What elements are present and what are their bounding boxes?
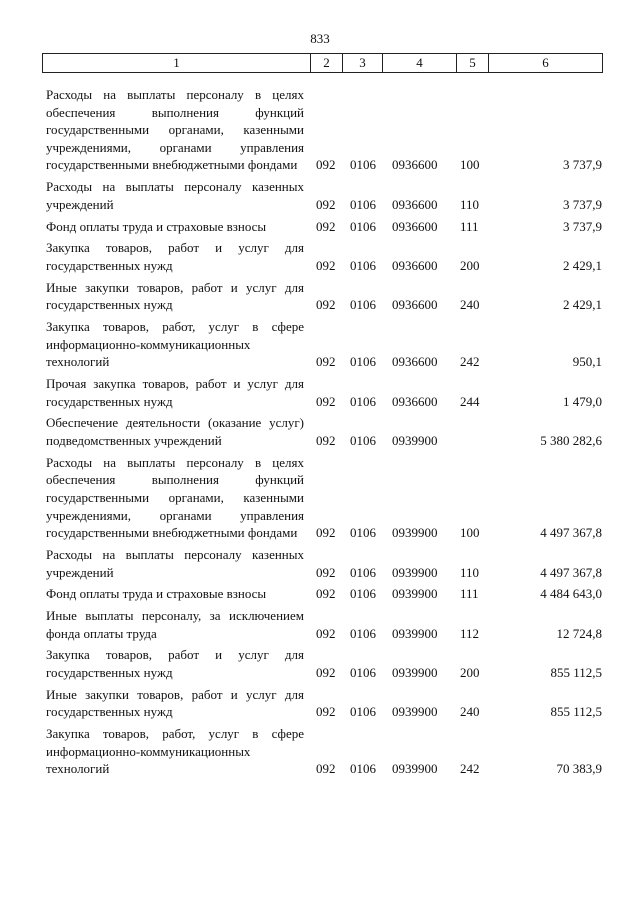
row-target-code: 0936600 (392, 196, 438, 212)
row-expense-type: 244 (460, 393, 480, 409)
table-row (46, 585, 602, 603)
row-target-code: 0939900 (392, 564, 438, 580)
row-expense-type: 111 (460, 218, 479, 234)
table-row (46, 725, 602, 778)
row-expense-type: 110 (460, 564, 480, 580)
row-amount: 2 429,1 (563, 257, 602, 273)
row-name: Закупка товаров, работ, услуг в сфере информационно-коммуникационных технологий (46, 319, 304, 370)
table-row (46, 414, 602, 449)
row-target-code: 0939900 (392, 665, 438, 681)
row-section-code: 0106 (350, 665, 376, 681)
row-ministry-code: 092 (316, 257, 336, 273)
row-amount: 1 479,0 (563, 393, 602, 409)
table-row (46, 86, 602, 174)
row-amount: 2 429,1 (563, 297, 602, 313)
row-section-code: 0106 (350, 393, 376, 409)
row-ministry-code: 092 (316, 525, 336, 541)
row-amount: 4 497 367,8 (540, 564, 602, 580)
table-row (46, 239, 602, 274)
row-expense-type: 200 (460, 665, 480, 681)
row-amount: 855 112,5 (550, 665, 602, 681)
row-target-code: 0939900 (392, 433, 438, 448)
table-row (46, 318, 602, 371)
row-target-code: 0939900 (392, 586, 438, 602)
row-expense-type: 240 (460, 704, 480, 720)
row-name: Прочая закупка товаров, работ и услуг для государственных нужд (46, 376, 304, 409)
table-row (46, 607, 602, 642)
row-name: Расходы на выплаты персоналу казенных учреждений (46, 179, 304, 212)
row-section-code: 0106 (350, 196, 376, 212)
row-ministry-code: 092 (316, 586, 336, 602)
row-amount: 12 724,8 (556, 625, 602, 641)
row-section-code: 0106 (350, 218, 376, 234)
row-name: Закупка товаров, работ и услуг для государственных нужд (46, 240, 304, 273)
row-amount: 3 737,9 (563, 157, 602, 173)
row-target-code: 0936600 (392, 218, 438, 234)
row-ministry-code: 092 (316, 196, 336, 212)
row-name: Иные выплаты персоналу, за исключением фонда оплаты труда (46, 608, 304, 641)
row-amount: 4 497 367,8 (540, 525, 602, 541)
row-name: Фонд оплаты труда и страховые взносы (46, 586, 267, 602)
header-col-1: 1 (43, 54, 311, 72)
row-amount: 3 737,9 (563, 218, 602, 234)
row-amount: 70 383,9 (556, 761, 602, 777)
row-expense-type: 100 (460, 157, 480, 173)
row-target-code: 0936600 (392, 257, 438, 273)
row-target-code: 0939900 (392, 704, 438, 720)
row-amount: 4 484 643,0 (540, 586, 602, 602)
row-amount: 855 112,5 (550, 704, 602, 720)
row-name: Фонд оплаты труда и страховые взносы (46, 218, 267, 234)
header-col-4: 4 (383, 54, 457, 72)
row-section-code: 0106 (350, 586, 376, 602)
row-name: Расходы на выплаты персоналу в целях обеспечения выполнения функций государственными органами, казенными учреждениями, органами управления государственными внебюджетными фондами (46, 454, 304, 541)
row-expense-type: 110 (460, 196, 480, 212)
table-row (46, 546, 602, 581)
row-name: Закупка товаров, работ и услуг для государственных нужд (46, 647, 304, 681)
table-row (46, 375, 602, 410)
row-name: Закупка товаров, работ, услуг в сфере информационно-коммуникационных технологий (46, 726, 304, 777)
row-section-code: 0106 (350, 433, 376, 448)
row-expense-type: 111 (460, 586, 479, 602)
row-amount: 950,1 (572, 354, 602, 370)
row-target-code: 0939900 (392, 525, 438, 541)
row-section-code: 0106 (350, 704, 376, 720)
row-target-code: 0936600 (392, 297, 438, 313)
row-name: Иные закупки товаров, работ и услуг для государственных нужд (46, 279, 304, 313)
row-name: Иные закупки товаров, работ и услуг для государственных нужд (46, 686, 304, 720)
row-ministry-code: 092 (316, 704, 336, 720)
table-row (46, 178, 602, 213)
row-ministry-code: 092 (316, 157, 336, 173)
row-expense-type: 100 (460, 525, 480, 541)
row-target-code: 0939900 (392, 625, 438, 641)
row-section-code: 0106 (350, 761, 376, 777)
page-number: 833 (310, 31, 330, 46)
table-body (46, 86, 602, 782)
row-amount: 3 737,9 (563, 196, 602, 212)
row-ministry-code: 092 (316, 625, 336, 641)
header-col-2: 2 (311, 54, 343, 72)
header-col-3: 3 (343, 54, 383, 72)
row-name: Расходы на выплаты персоналу казенных учреждений (46, 546, 304, 580)
table-row (46, 646, 602, 681)
row-ministry-code: 092 (316, 354, 336, 370)
row-section-code: 0106 (350, 297, 376, 313)
row-name: Обеспечение деятельности (оказание услуг) подведомственных учреждений (46, 415, 304, 448)
row-expense-type: 242 (460, 354, 480, 370)
row-expense-type: 240 (460, 297, 480, 313)
row-name: Расходы на выплаты персоналу в целях обеспечения выполнения функций государственными органами, казенными учреждениями, органами управления государственными внебюджетными фондами (46, 87, 304, 173)
row-target-code: 0939900 (392, 761, 438, 777)
row-expense-type: 242 (460, 761, 480, 777)
row-target-code: 0936600 (392, 157, 438, 173)
row-target-code: 0936600 (392, 354, 438, 370)
table-row (46, 279, 602, 314)
row-section-code: 0106 (350, 157, 376, 173)
row-section-code: 0106 (350, 354, 376, 370)
header-col-5: 5 (457, 54, 489, 72)
row-amount: 5 380 282,6 (540, 433, 602, 448)
table-row (46, 686, 602, 721)
row-target-code: 0936600 (392, 393, 438, 409)
table-header (42, 53, 603, 73)
row-section-code: 0106 (350, 564, 376, 580)
row-ministry-code: 092 (316, 665, 336, 681)
row-ministry-code: 092 (316, 761, 336, 777)
row-ministry-code: 092 (316, 297, 336, 313)
row-ministry-code: 092 (316, 433, 336, 448)
row-expense-type: 200 (460, 257, 480, 273)
row-expense-type: 112 (460, 625, 480, 641)
row-section-code: 0106 (350, 625, 376, 641)
row-ministry-code: 092 (316, 393, 336, 409)
row-ministry-code: 092 (316, 218, 336, 234)
header-col-6: 6 (542, 55, 549, 70)
table-row (46, 218, 602, 236)
row-section-code: 0106 (350, 525, 376, 541)
row-ministry-code: 092 (316, 564, 336, 580)
row-section-code: 0106 (350, 257, 376, 273)
table-row (46, 454, 602, 542)
